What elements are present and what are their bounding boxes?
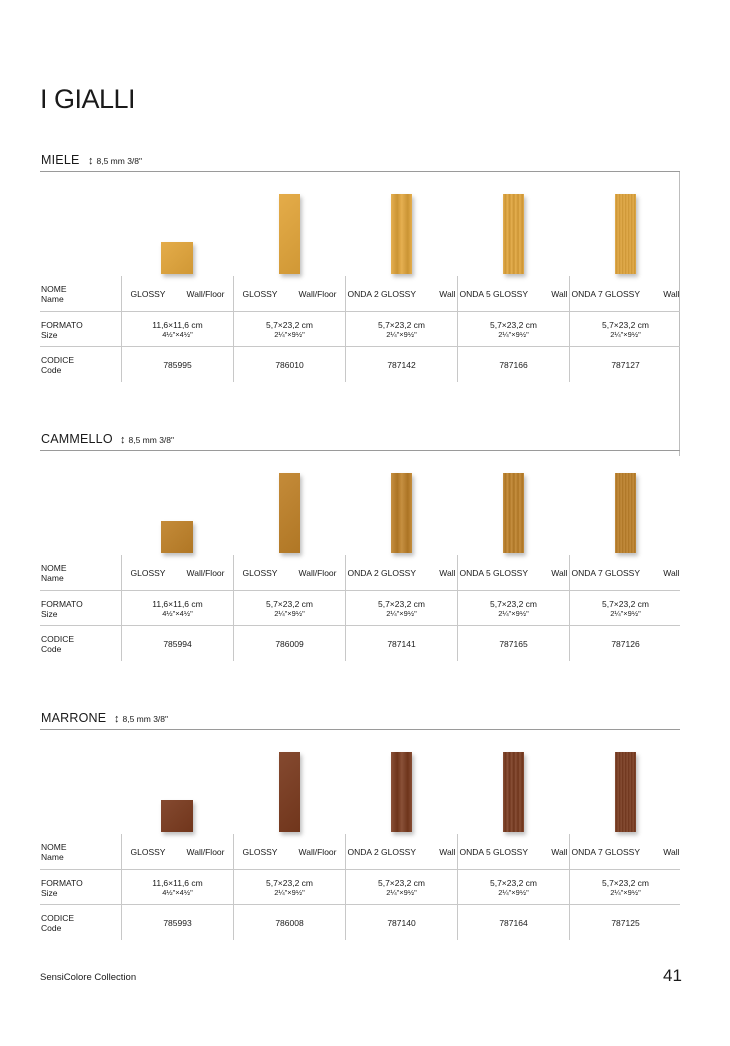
- color-section: [40, 155, 680, 395]
- thickness-arrow-icon: ↕: [120, 434, 126, 446]
- square-tile-swatch: [161, 242, 193, 274]
- table-row-codice: [40, 625, 680, 661]
- section-name: MARRONE: [41, 711, 107, 725]
- product-use: Wall/Floor: [186, 846, 225, 857]
- product-size: [378, 320, 425, 340]
- product-use: Wall/Floor: [186, 288, 225, 299]
- row-label-en: Code: [41, 923, 62, 933]
- size-cm: 5,7×23,2 cm: [265, 598, 313, 609]
- row-label-it: NOME: [41, 842, 67, 852]
- row-label: [41, 563, 67, 583]
- table-cell: [457, 555, 569, 590]
- square-tile-swatch: [161, 521, 193, 553]
- product-name-cell: [243, 568, 337, 578]
- size-cm: 5,7×23,2 cm: [601, 877, 649, 888]
- table-cell: [345, 555, 457, 590]
- size-inch: 4½"×4½": [162, 608, 193, 618]
- table-cell: [345, 870, 457, 905]
- product-name-cell: [243, 289, 337, 299]
- onda-tile-swatch: [391, 473, 412, 553]
- product-name-cell: [460, 568, 568, 578]
- row-label-it: CODICE: [41, 634, 75, 644]
- table-cell: [569, 276, 681, 311]
- product-use: Wall: [551, 288, 568, 299]
- product-size: [602, 599, 649, 619]
- product-name: GLOSSY: [130, 846, 166, 857]
- product-size: [152, 599, 202, 619]
- product-size: [602, 320, 649, 340]
- table-row-formato: [40, 869, 680, 905]
- size-inch: 4½"×4½": [162, 887, 193, 897]
- size-inch: 2¼"×9½": [274, 329, 305, 339]
- section-name: CAMMELLO: [41, 432, 113, 446]
- table-cell: [233, 626, 345, 661]
- footer-collection: SensiColore Collection: [40, 972, 137, 983]
- thickness-value: 8,5 mm 3/8": [128, 435, 175, 445]
- table-cell: [233, 312, 345, 347]
- product-size: [490, 320, 537, 340]
- table-row-formato: [40, 311, 680, 347]
- product-code: 787142: [387, 359, 416, 370]
- table-row-nome: [40, 834, 680, 869]
- product-code: 786008: [275, 917, 304, 928]
- onda-tile-swatch: [503, 473, 524, 553]
- color-section: [40, 434, 680, 674]
- product-code: 785995: [163, 359, 192, 370]
- row-label-en: Code: [41, 365, 62, 375]
- table-cell: [233, 276, 345, 311]
- product-size: [266, 878, 313, 898]
- table-cell: [569, 555, 681, 590]
- thickness-label: [114, 713, 168, 725]
- table-cell: [345, 905, 457, 940]
- size-inch: 2¼"×9½": [386, 329, 417, 339]
- section-header: [40, 155, 680, 172]
- product-name: ONDA 2 GLOSSY: [347, 288, 416, 299]
- table-cell: [457, 591, 569, 626]
- row-label: [41, 913, 74, 933]
- table-cell: [457, 347, 569, 382]
- product-name: ONDA 5 GLOSSY: [459, 288, 528, 299]
- product-name: GLOSSY: [242, 846, 278, 857]
- product-name: ONDA 7 GLOSSY: [571, 288, 640, 299]
- size-cm: 11,6×11,6 cm: [152, 598, 203, 609]
- product-name-cell: [131, 568, 225, 578]
- table-cell: [345, 312, 457, 347]
- onda-tile-swatch: [503, 194, 524, 274]
- size-cm: 5,7×23,2 cm: [377, 598, 425, 609]
- product-name: GLOSSY: [130, 288, 166, 299]
- thickness-arrow-icon: ↕: [88, 155, 94, 167]
- product-name: ONDA 7 GLOSSY: [571, 567, 640, 578]
- row-label: [41, 284, 67, 304]
- color-section: [40, 713, 680, 953]
- product-use: Wall: [439, 846, 456, 857]
- onda-tile-swatch: [615, 473, 636, 553]
- product-name: ONDA 2 GLOSSY: [347, 846, 416, 857]
- product-size: [152, 320, 202, 340]
- size-cm: 5,7×23,2 cm: [489, 319, 537, 330]
- table-cell: [345, 626, 457, 661]
- product-code: 787164: [499, 917, 528, 928]
- size-cm: 5,7×23,2 cm: [489, 877, 537, 888]
- row-label-en: Name: [41, 852, 64, 862]
- product-use: Wall: [551, 567, 568, 578]
- product-code: 787125: [611, 917, 640, 928]
- table-cell: [121, 276, 233, 311]
- size-cm: 5,7×23,2 cm: [601, 319, 649, 330]
- row-label-en: Size: [41, 888, 58, 898]
- size-inch: 4½"×4½": [162, 329, 193, 339]
- table-cell: [121, 834, 233, 869]
- product-code: 785994: [163, 638, 192, 649]
- size-cm: 5,7×23,2 cm: [265, 319, 313, 330]
- table-cell: [457, 870, 569, 905]
- table-cell: [569, 834, 681, 869]
- row-label: [41, 634, 74, 654]
- row-label: [41, 599, 83, 619]
- row-label-en: Size: [41, 330, 58, 340]
- table-cell: [457, 276, 569, 311]
- onda-tile-swatch: [391, 752, 412, 832]
- onda-tile-swatch: [391, 194, 412, 274]
- product-size: [490, 599, 537, 619]
- table-row-codice: [40, 346, 680, 382]
- table-cell: [121, 626, 233, 661]
- tile-swatches: [40, 730, 680, 834]
- size-inch: 2¼"×9½": [610, 608, 641, 618]
- product-code: 787140: [387, 917, 416, 928]
- row-label-en: Name: [41, 294, 64, 304]
- product-name: GLOSSY: [130, 567, 166, 578]
- page-number: 41: [663, 966, 682, 985]
- table-row-nome: [40, 555, 680, 590]
- row-label-it: CODICE: [41, 355, 75, 365]
- size-inch: 2¼"×9½": [498, 329, 529, 339]
- thickness-value: 8,5 mm 3/8": [96, 156, 143, 166]
- size-inch: 2¼"×9½": [610, 329, 641, 339]
- rectangular-tile-swatch: [279, 194, 300, 274]
- product-use: Wall/Floor: [298, 288, 337, 299]
- row-label-it: FORMATO: [41, 599, 83, 609]
- thickness-arrow-icon: ↕: [114, 713, 120, 725]
- product-code: 787127: [611, 359, 640, 370]
- section-header: [40, 713, 680, 730]
- product-code: 786010: [275, 359, 304, 370]
- product-code: 787141: [387, 638, 416, 649]
- thickness-label: [88, 155, 142, 167]
- size-cm: 5,7×23,2 cm: [601, 598, 649, 609]
- product-name-cell: [131, 847, 225, 857]
- product-name-cell: [348, 847, 456, 857]
- size-inch: 2¼"×9½": [386, 887, 417, 897]
- product-size: [378, 878, 425, 898]
- product-use: Wall/Floor: [186, 567, 225, 578]
- size-cm: 5,7×23,2 cm: [489, 598, 537, 609]
- section-name: MIELE: [41, 153, 80, 167]
- table-cell: [121, 312, 233, 347]
- row-label-en: Code: [41, 644, 62, 654]
- onda-tile-swatch: [615, 194, 636, 274]
- product-size: [152, 878, 202, 898]
- size-cm: 5,7×23,2 cm: [377, 319, 425, 330]
- table-cell: [569, 626, 681, 661]
- product-name-cell: [460, 289, 568, 299]
- product-code: 785993: [163, 917, 192, 928]
- size-inch: 2¼"×9½": [274, 608, 305, 618]
- product-size: [602, 878, 649, 898]
- product-code: 787166: [499, 359, 528, 370]
- square-tile-swatch: [161, 800, 193, 832]
- size-inch: 2¼"×9½": [498, 887, 529, 897]
- row-label-it: FORMATO: [41, 878, 83, 888]
- product-name-cell: [348, 568, 456, 578]
- rectangular-tile-swatch: [279, 473, 300, 553]
- size-inch: 2¼"×9½": [274, 887, 305, 897]
- rectangular-tile-swatch: [279, 752, 300, 832]
- table-row-codice: [40, 904, 680, 940]
- product-use: Wall/Floor: [298, 846, 337, 857]
- onda-tile-swatch: [615, 752, 636, 832]
- table-cell: [569, 347, 681, 382]
- product-name-cell: [460, 847, 568, 857]
- table-row-formato: [40, 590, 680, 626]
- product-code: 787165: [499, 638, 528, 649]
- product-use: Wall: [663, 288, 680, 299]
- table-cell: [233, 347, 345, 382]
- product-name: ONDA 7 GLOSSY: [571, 846, 640, 857]
- onda-tile-swatch: [503, 752, 524, 832]
- row-label-it: CODICE: [41, 913, 75, 923]
- row-label-en: Size: [41, 609, 58, 619]
- product-name: GLOSSY: [242, 288, 278, 299]
- product-name-cell: [131, 289, 225, 299]
- table-cell: [345, 347, 457, 382]
- size-cm: 11,6×11,6 cm: [152, 319, 203, 330]
- table-cell: [345, 591, 457, 626]
- product-use: Wall/Floor: [298, 567, 337, 578]
- row-label-it: NOME: [41, 284, 67, 294]
- size-cm: 11,6×11,6 cm: [152, 877, 203, 888]
- product-size: [378, 599, 425, 619]
- product-name: GLOSSY: [242, 567, 278, 578]
- table-cell: [121, 905, 233, 940]
- table-row-nome: [40, 276, 680, 311]
- table-cell: [233, 905, 345, 940]
- product-name-cell: [243, 847, 337, 857]
- product-name-cell: [572, 568, 680, 578]
- size-cm: 5,7×23,2 cm: [377, 877, 425, 888]
- section-header: [40, 434, 680, 451]
- table-cell: [569, 870, 681, 905]
- product-use: Wall: [439, 567, 456, 578]
- size-inch: 2¼"×9½": [498, 608, 529, 618]
- size-inch: 2¼"×9½": [386, 608, 417, 618]
- table-cell: [121, 555, 233, 590]
- table-cell: [457, 834, 569, 869]
- product-name: ONDA 5 GLOSSY: [459, 846, 528, 857]
- product-name-cell: [572, 847, 680, 857]
- table-cell: [569, 905, 681, 940]
- table-cell: [457, 905, 569, 940]
- product-use: Wall: [663, 567, 680, 578]
- row-label: [41, 355, 74, 375]
- table-cell: [121, 347, 233, 382]
- tile-swatches: [40, 172, 680, 276]
- size-inch: 2¼"×9½": [610, 887, 641, 897]
- table-cell: [233, 870, 345, 905]
- thickness-label: [120, 434, 174, 446]
- size-cm: 5,7×23,2 cm: [265, 877, 313, 888]
- product-code: 786009: [275, 638, 304, 649]
- table-cell: [345, 834, 457, 869]
- product-name-cell: [572, 289, 680, 299]
- table-cell: [345, 276, 457, 311]
- table-cell: [569, 591, 681, 626]
- table-cell: [569, 312, 681, 347]
- table-cell: [457, 312, 569, 347]
- table-cell: [233, 834, 345, 869]
- product-size: [490, 878, 537, 898]
- product-size: [266, 599, 313, 619]
- table-cell: [121, 870, 233, 905]
- product-code: 787126: [611, 638, 640, 649]
- row-label-it: NOME: [41, 563, 67, 573]
- product-use: Wall: [663, 846, 680, 857]
- product-use: Wall: [439, 288, 456, 299]
- table-cell: [457, 626, 569, 661]
- row-label: [41, 320, 83, 340]
- product-use: Wall: [551, 846, 568, 857]
- table-cell: [233, 591, 345, 626]
- product-name-cell: [348, 289, 456, 299]
- row-label: [41, 842, 67, 862]
- tile-swatches: [40, 451, 680, 555]
- product-name: ONDA 5 GLOSSY: [459, 567, 528, 578]
- product-name: ONDA 2 GLOSSY: [347, 567, 416, 578]
- row-label-it: FORMATO: [41, 320, 83, 330]
- thickness-value: 8,5 mm 3/8": [122, 714, 169, 724]
- product-size: [266, 320, 313, 340]
- table-cell: [121, 591, 233, 626]
- page-title: I GIALLI: [40, 84, 136, 114]
- row-label: [41, 878, 83, 898]
- table-cell: [233, 555, 345, 590]
- row-label-en: Name: [41, 573, 64, 583]
